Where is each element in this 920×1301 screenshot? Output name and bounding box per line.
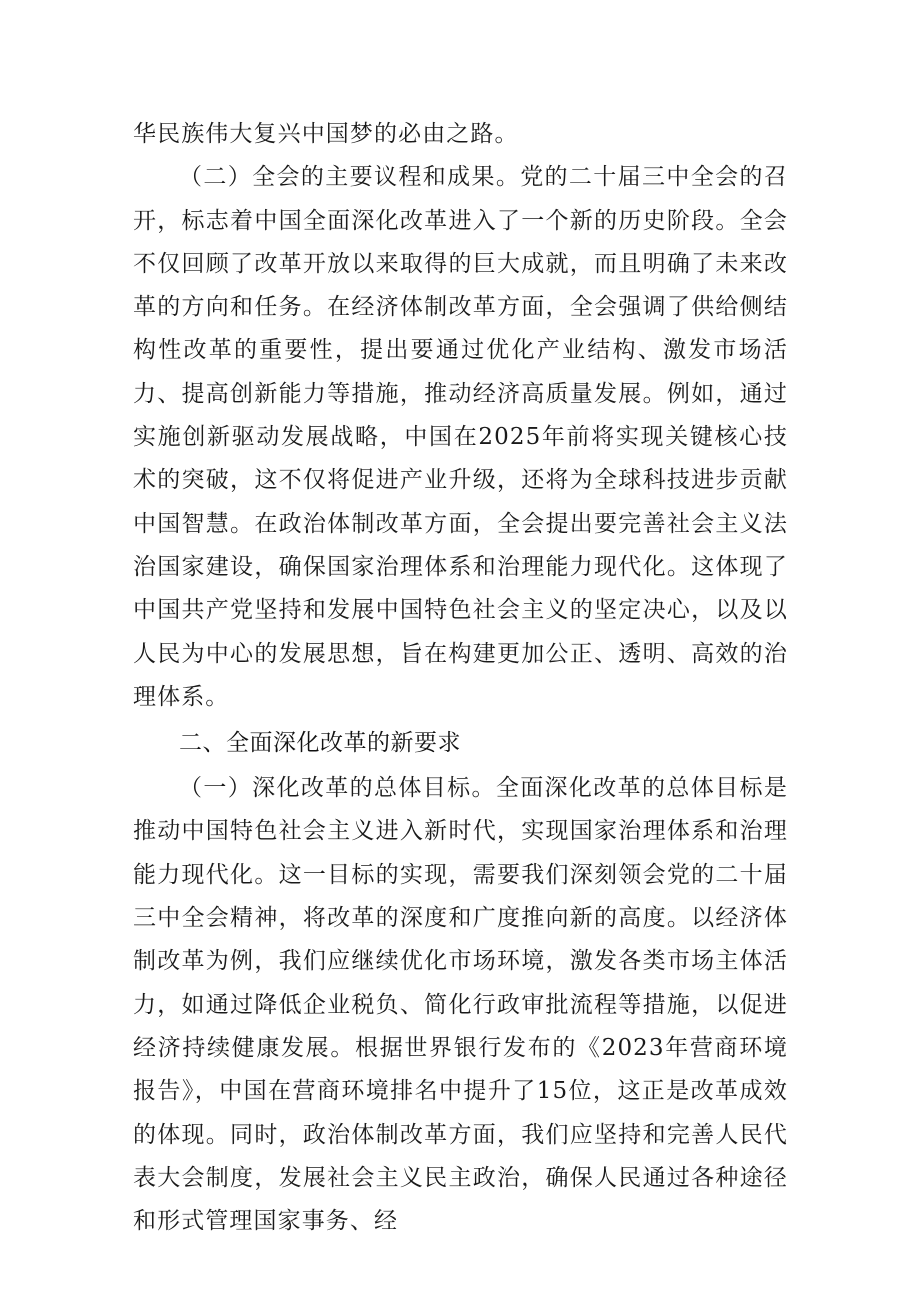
paragraph-overall-goal: （一）深化改革的总体目标。全面深化改革的总体目标是推动中国特色社会主义进入新时代，实现国家治理体系和治理能力现代化。这一目标的实现，需要我们深刻领会党的二十届三中全会精神，将改革的深度和广度推向新的高度。以经济体制改革为例，我们应继续优化市场环境，激发各类市场主体活力，如通过降低企业税负、简化行政审批流程等措施，以促进经济持续健康发展。根据世界银行发布的《2023年营商环境报告》，中国在营商环境排名中提升了15位，这正是改革成效的体现。同时，政治体制改革方面，我们应坚持和完善人民代表大会制度，发展社会主义民主政治，确保人民通过各种途径和形式管理国家事务、经 xyxy=(133,775,788,1235)
section-heading: 二、全面深化改革的新要求 xyxy=(179,730,461,757)
document-body xyxy=(133,113,788,1243)
paragraph-agenda-and-results: （二）全会的主要议程和成果。党的二十届三中全会的召开，标志着中国全面深化改革进入了一个新的历史阶段。全会不仅回顾了改革开放以来取得的巨大成就，而且明确了未来改革的方向和任务。在经济体制改革方面，全会强调了供给侧结构性改革的重要性，提出要通过优化产业结构、激发市场活力、提高创新能力等措施，推动经济高质量发展。例如，通过实施创新驱动发展战略，中国在2025年前将实现关键核心技术的突破，这不仅将促进产业升级，还将为全球科技进步贡献中国智慧。在政治体制改革方面，全会提出要完善社会主义法治国家建设，确保国家治理体系和治理能力现代化。这体现了中国共产党坚持和发展中国特色社会主义的坚定决心，以及以人民为中心的发展思想，旨在构建更加公正、透明、高效的治理体系。 xyxy=(133,164,788,710)
continuation-paragraph: 华民族伟大复兴中国梦的必由之路。 xyxy=(133,121,519,147)
